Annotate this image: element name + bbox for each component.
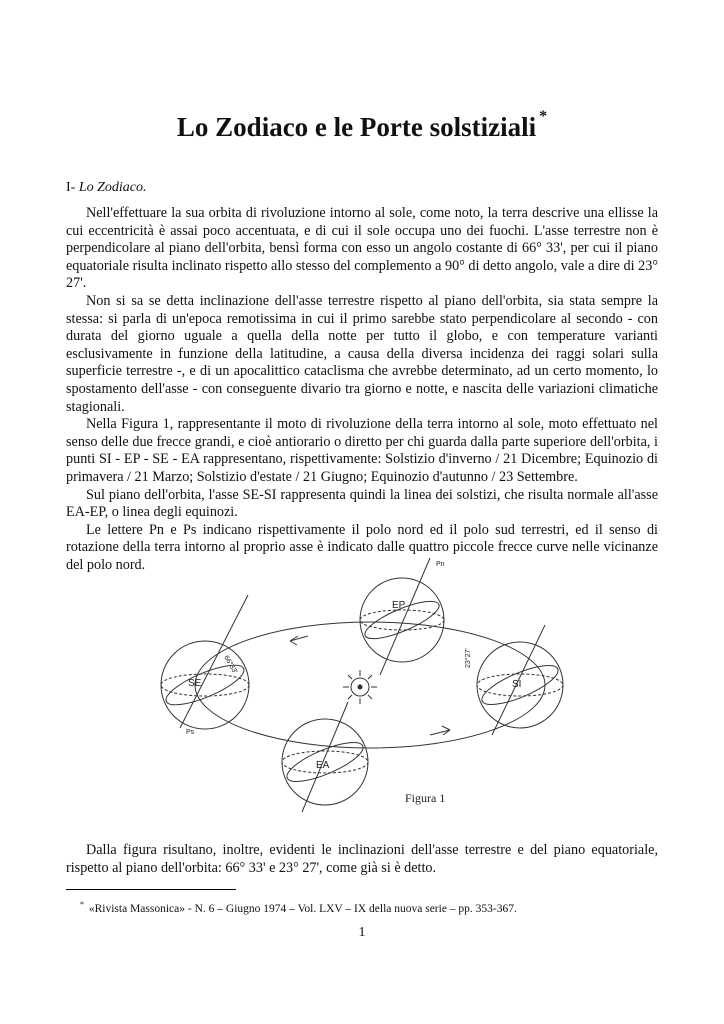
orbit-arrow-top bbox=[290, 636, 308, 645]
label-si: SI bbox=[512, 679, 522, 690]
paragraph: Non si sa se detta inclinazione dell'asse terrestre rispetto al piano dell'orbita, sia stata sempre la stessa: si parla di un'epoca remotissima in cui il primo sarebbe stato perpendicolare al secondo - con durata del giorno uguale a quella della notte per tutto il globo, e con temperature varianti esclusivamente in funzione della latitudine, a causa della diversa incidenza dei raggi solari sulla superficie terrestre -, e di un apocalittico cataclisma che avrebbe determinato, ad un certo momento, lo spostamento dell'asse - con conseguente divario tra giorno e notte, e nascita delle variazioni climatiche stagionali. bbox=[66, 292, 658, 415]
label-ps: Ps bbox=[186, 729, 195, 736]
earth-se bbox=[161, 595, 249, 729]
page-number: 1 bbox=[358, 925, 366, 940]
footnote-mark: * bbox=[80, 900, 84, 909]
section-prefix: I- bbox=[66, 180, 76, 195]
label-angle-si: 23°27' bbox=[465, 648, 472, 668]
title-text: Lo Zodiaco e le Porte solstiziali bbox=[176, 112, 537, 142]
orbit-arrow-bottom bbox=[430, 726, 450, 735]
earth-ea bbox=[282, 702, 368, 812]
closing-paragraph: Dalla figura risultano, inoltre, evidenti le inclinazioni dell'asse terrestre e del piano equatoriale, rispetto al piano dell'orbita: 66° 33' e 23° 27', come già si è detto. bbox=[66, 842, 658, 876]
section-title: Lo Zodiaco. bbox=[78, 180, 147, 195]
document-title bbox=[0, 108, 724, 143]
closing-text bbox=[66, 842, 658, 877]
orbit-figure bbox=[140, 540, 600, 830]
label-angle-se: 66°33' bbox=[222, 654, 239, 676]
body-text bbox=[66, 205, 658, 574]
sun-icon bbox=[343, 670, 377, 704]
paragraph: Nella Figura 1, rappresentante il moto di rivoluzione della terra intorno al sole, moto effettuato nel senso delle due frecce grandi, e cioè antiorario o diretto per chi guarda dalla parte superiore dell'orbita, i punti SI - EP - SE - EA rappresentano, rispettivamente: Solstizio d'inverno / 21 Dicembre; Equinozio di primavera / 21 Marzo; Solstizio d'estate / 21 Giugno; Equinozio d'autunno / 23 Settembre. bbox=[66, 416, 658, 485]
section-heading bbox=[66, 180, 147, 196]
title-footnote-mark: * bbox=[539, 108, 548, 125]
orbit-ellipse bbox=[195, 622, 545, 748]
footnote-divider bbox=[66, 889, 236, 890]
paragraph: Le lettere Pn e Ps indicano rispettivamente il polo nord ed il polo sud terrestri, ed il senso di rotazione della terra intorno al proprio asse è indicato dalle quattro piccole frecce curve nelle vicinanze del polo nord. bbox=[66, 521, 658, 573]
label-ea: EA bbox=[316, 760, 330, 771]
paragraph: Nell'effettuare la sua orbita di rivoluzione intorno al sole, come noto, la terra descrive una ellisse la cui eccentricità è assai poco accentuata, e di cui il sole occupa uno dei fuochi. L'asse terrestre non è perpendicolare al piano dell'orbita, bensì forma con esso un angolo costante di 66° 33', per cui il piano equatoriale risulta inclinato rispetto allo stesso del complemento a 90° di detto angolo, vale a dire di 23° 27'. bbox=[66, 205, 658, 292]
footnote bbox=[80, 900, 517, 915]
figure-caption: Figura 1 bbox=[405, 791, 446, 805]
label-se: SE bbox=[188, 678, 202, 689]
label-pn: Pn bbox=[436, 561, 445, 568]
footnote-text: «Rivista Massonica» - N. 6 – Giugno 1974 – Vol. LXV – IX della nuova serie – pp. 353-367. bbox=[88, 902, 517, 915]
paragraph: Sul piano dell'orbita, l'asse SE-SI rappresenta quindi la linea dei solstizi, che risulta normale all'asse EA-EP, o linea degli equinozi. bbox=[66, 486, 658, 521]
earth-ep bbox=[360, 558, 444, 675]
label-ep: EP bbox=[392, 600, 406, 611]
